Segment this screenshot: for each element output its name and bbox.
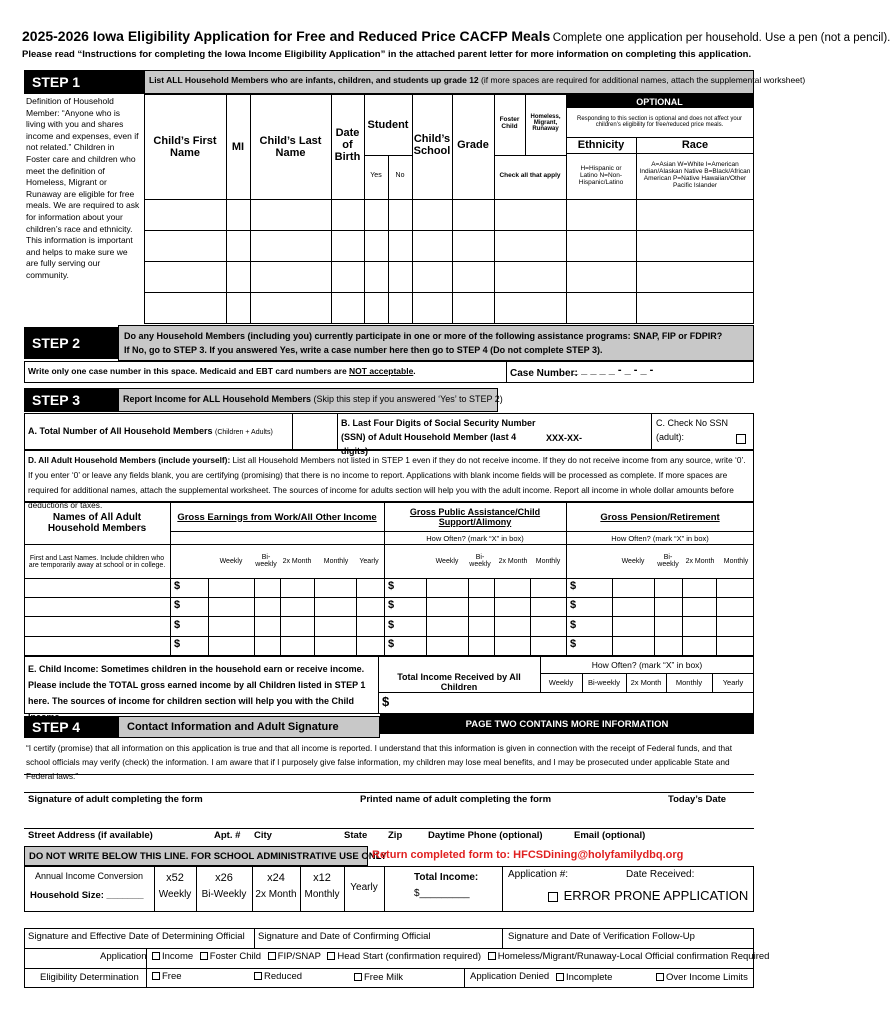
conv-2x-month: 2x Month — [255, 888, 297, 900]
street-label: Street Address (if available) — [28, 830, 153, 841]
step1-label: STEP 1 — [24, 70, 144, 94]
child-freq-monthly[interactable]: Monthly — [675, 677, 703, 687]
step2-instruction: If No, go to STEP 3. If you answered Yes, write a case number here then go to STEP 4 (Do not complete STEP 3). — [124, 345, 603, 355]
child3-first-name-field[interactable] — [145, 262, 225, 291]
application-denied: Application Denied — [470, 971, 550, 982]
email-label: Email (optional) — [574, 830, 646, 841]
child-income-how-often: How Often? (mark “X” in box) — [591, 660, 703, 670]
earnings-freq-weekly: Weekly — [219, 557, 243, 565]
col-student-yes: Yes — [370, 171, 382, 179]
pension-freq-2x-month: 2x Month — [685, 557, 715, 565]
state-label: State — [344, 830, 368, 841]
assistance-dollar-2: $ — [388, 599, 395, 611]
application-number[interactable]: Application #: — [508, 869, 569, 880]
fip-snap-checkbox[interactable] — [268, 952, 276, 960]
assistance-freq-weekly: Weekly — [435, 557, 459, 565]
child2-first-name-field[interactable] — [145, 231, 225, 260]
col-first-name: Child’s First Name — [153, 135, 217, 159]
pension-dollar-3: $ — [570, 619, 577, 631]
case-number-field[interactable]: _ _ _ _ _ - _ - _ - — [572, 364, 654, 376]
sig-verification: Signature and Date of Verification Follow-Up — [508, 931, 695, 942]
total-members-field[interactable] — [293, 414, 336, 449]
conv-x12: x12 — [313, 872, 331, 884]
earnings-dollar-2: $ — [174, 599, 181, 611]
pension-header: Gross Pension/Retirement — [600, 511, 720, 523]
form-title-row — [22, 28, 890, 44]
conv-biweekly: Bi-Weekly — [201, 888, 247, 900]
signature-label: Signature of adult completing the form — [28, 794, 203, 805]
assistance-header — [384, 502, 566, 531]
adult-names-note: First and Last Names. Include children who are temporarily away at school or in college. — [28, 555, 166, 569]
child-income-lead: E. Child Income: Sometimes children in the household earn or receive income. Please include the TOTAL gross earned income by all Children listed in STEP 1 here. The sources of income for children section will help you with the Child — [28, 664, 366, 706]
assistance-dollar-3: $ — [388, 619, 395, 631]
address-field[interactable] — [25, 808, 753, 826]
free-milk-checkbox[interactable] — [354, 973, 362, 981]
conv-x24: x24 — [267, 872, 285, 884]
sig-determining-official: Signature and Effective Date of Determining Official — [28, 931, 245, 942]
opt-over-income: Over Income Limits — [666, 972, 748, 983]
assistance-freq-2x-month: 2x Month — [498, 557, 528, 565]
head-start-checkbox[interactable] — [327, 952, 335, 960]
zip-label: Zip — [388, 830, 403, 841]
sig-confirming-official: Signature and Date of Confirming Official — [258, 931, 431, 942]
no-ssn-checkbox[interactable] — [736, 434, 746, 444]
eligibility-determination-label: Eligibility Determination — [40, 972, 139, 983]
earnings-freq-yearly: Yearly — [359, 557, 379, 565]
adult-members-lead: D. All Adult Household Members (include yourself): — [28, 455, 231, 465]
pension-dollar-4: $ — [570, 638, 577, 650]
earnings-freq-2x-month: 2x Month — [282, 557, 312, 565]
child-freq-weekly[interactable]: Weekly — [548, 677, 574, 687]
over-income-checkbox[interactable] — [656, 973, 664, 981]
denied-over-income[interactable] — [652, 972, 748, 983]
total-income-field[interactable]: $_________ — [414, 888, 470, 899]
step3-label: STEP 3 — [24, 388, 118, 412]
application-options — [148, 951, 769, 962]
admin-banner: DO NOT WRITE BELOW THIS LINE. FOR SCHOOL ADMINISTRATIVE USE ONLY — [24, 846, 368, 866]
homeless-checkbox[interactable] — [488, 952, 496, 960]
opt-free-milk: Free Milk — [364, 972, 404, 983]
adult4-name-field[interactable] — [25, 637, 169, 655]
col-ethnicity: Ethnicity — [577, 139, 625, 151]
col-date-of-birth: Date of Birth — [334, 127, 361, 163]
pension-dollar-1: $ — [570, 580, 577, 592]
eligibility-free-milk[interactable] — [350, 972, 403, 983]
conv-monthly: Monthly — [304, 888, 340, 900]
error-prone-label: ERROR PRONE APPLICATION — [563, 888, 749, 903]
opt-incomplete: Incomplete — [566, 972, 613, 983]
step2-banner — [118, 325, 754, 361]
pension-freq-monthly: Monthly — [723, 557, 749, 565]
date-received[interactable]: Date Received: — [626, 869, 695, 880]
earnings-header: Gross Earnings from Work/All Other Income — [177, 511, 377, 523]
total-members-label: A. Total Number of All Household Members — [28, 426, 213, 436]
child-freq-biweekly[interactable]: Bi-weekly — [587, 677, 621, 687]
step2-label: STEP 2 — [24, 327, 118, 359]
form-instruction: Please read “Instructions for completing the Iowa Income Eligibility Application” in the attached parent letter for more information on completing this application. — [22, 49, 752, 60]
total-members-note: (Children + Adults) — [215, 429, 273, 436]
page-two-note: PAGE TWO CONTAINS MORE INFORMATION — [380, 714, 754, 734]
col-grade: Grade — [457, 139, 489, 151]
step3-banner-note: (Skip this step if you answered ‘Yes’ to STEP 2) — [313, 394, 503, 404]
opt-income: Income — [162, 951, 194, 962]
income-checkbox[interactable] — [152, 952, 160, 960]
child-freq-yearly[interactable]: Yearly — [722, 677, 744, 687]
conv-x26: x26 — [215, 872, 233, 884]
case-note-text: Write only one case number in this space. Medicaid and EBT card numbers are — [28, 366, 350, 376]
opt-foster-child: Foster Child — [209, 951, 262, 962]
assistance-header-text: Gross Public Assistance/Child Support/Alimony — [409, 506, 541, 527]
case-note-emphasis: NOT acceptable — [349, 366, 414, 376]
col-student-no: No — [395, 171, 405, 179]
eligibility-reduced[interactable] — [250, 971, 302, 982]
earnings-freq-monthly: Monthly — [323, 557, 349, 565]
earnings-dollar-4: $ — [174, 638, 181, 650]
earnings-dollar-1: $ — [174, 580, 181, 592]
assistance-how-often: How Often? (mark “X” in box) — [426, 533, 524, 543]
optional-label: OPTIONAL — [566, 95, 753, 108]
adult3-name-field[interactable] — [25, 617, 169, 635]
col-race: Race — [681, 139, 709, 151]
phone-label: Daytime Phone (optional) — [428, 830, 543, 841]
ssn-label: B. Last Four Digits of Social Security Number (SSN) of Adult Household Member (last 4 digits) — [341, 418, 536, 456]
conv-weekly: Weekly — [158, 888, 192, 900]
form-title-note: Complete one application per household. Use a pen (not a pencil). — [552, 32, 890, 44]
col-homeless: Homeless, Migrant, Runaway — [530, 114, 561, 132]
eligibility-free[interactable] — [148, 971, 182, 982]
child-income-dollar: $ — [382, 694, 390, 709]
certification-statement: “I certify (promise) that all information on this application is true and that all income is reported. I understand that this information is given in connection with the receipt of Federal funds, and that school officials may verify (check) the information. I am aware that if I purposely give false information, my children may lose meal benefits, and I may be prosecuted under applicable State and Federal laws.” — [26, 743, 733, 781]
total-household-members — [28, 426, 273, 436]
reduced-checkbox[interactable] — [254, 972, 262, 980]
ssn-field[interactable]: XXX-XX- — [546, 433, 583, 443]
household-member-definition: Definition of Household Member: “Anyone who is living with you and shares income and expenses, even if not related.” Children in Foster care and children who meet the definition of Homeless, Migrant or Runaway are eligible for free meals. We are required to ask for information about your children’s race and ethnicity. This information is important and helps to make sure we are fully serving our community. — [26, 96, 140, 280]
col-foster-child: Foster Child — [499, 116, 520, 130]
case-number-note: Write only one case number in this space. Medicaid and EBT card numbers are NOT acceptable. — [28, 366, 416, 376]
foster-child-checkbox[interactable] — [200, 952, 208, 960]
step1-banner-text: List ALL Household Members who are infants, children, and students up grade 12 — [149, 75, 479, 85]
child-income-total-label: Total Income Received by All Children — [397, 672, 521, 692]
opt-homeless: Homeless/Migrant/Runaway-Local Official confirmation Required — [497, 951, 770, 962]
pension-how-often: How Often? (mark “X” in box) — [611, 533, 709, 543]
form-title: 2025-2026 Iowa Eligibility Application for Free and Reduced Price CACFP Meals — [22, 28, 551, 44]
application-label: Application — [100, 951, 147, 962]
case-number-label: Case Number: — [510, 368, 578, 379]
child-freq-2x-month[interactable]: 2x Month — [630, 677, 662, 687]
apt-label: Apt. # — [214, 830, 241, 841]
child1-first-name-field[interactable] — [145, 200, 225, 229]
adult2-name-field[interactable] — [25, 598, 169, 615]
col-last-name: Child’s Last Name — [259, 135, 322, 159]
pension-freq-biweekly: Bi-weekly — [657, 554, 679, 568]
earnings-dollar-3: $ — [174, 619, 181, 631]
child4-first-name-field[interactable] — [145, 293, 225, 322]
printed-name-label: Printed name of adult completing the form — [360, 794, 552, 805]
step1-banner — [144, 70, 806, 94]
free-checkbox[interactable] — [152, 972, 160, 980]
pension-freq-weekly: Weekly — [621, 557, 645, 565]
household-size[interactable]: Household Size: _______ — [30, 890, 144, 901]
denied-incomplete[interactable] — [552, 972, 612, 983]
step3-banner — [118, 388, 503, 412]
step4-label: STEP 4 — [24, 716, 118, 738]
step2-question: Do any Household Members (including you) currently participate in one or more of the following assistance programs: SNAP, FIP or FDPIR? — [124, 331, 723, 341]
return-form-note: Return completed form to: HFCSDining@holyfamilydbq.org — [372, 849, 684, 861]
adult-names-header: Names of All Adult Household Members — [47, 512, 147, 534]
step4-banner: Contact Information and Adult Signature — [118, 716, 380, 738]
adult1-name-field[interactable] — [25, 579, 169, 596]
assistance-dollar-1: $ — [388, 580, 395, 592]
child-income-amount-field[interactable] — [394, 694, 538, 712]
assistance-freq-biweekly: Bi-weekly — [469, 554, 491, 568]
race-codes: A=Asian W=White I=American Indian/Alaskan Native B=Black/African American P=Native Hawaiian/Other Pacific Islander — [639, 161, 751, 189]
pension-dollar-2: $ — [570, 599, 577, 611]
col-school: Child’s School — [413, 133, 451, 157]
opt-reduced: Reduced — [264, 971, 303, 982]
todays-date-label: Today’s Date — [668, 794, 727, 805]
adult-members-body: List all Household Members not listed in STEP 1 even if they do not receive income. If they do not receive income from any source, write ‘0’. If you enter ‘0’ or leave any fields blank, you are certifying (promising) that there is no income to report. Applications with blank income fields will be processed as complete. If more spaces are required for additional names, attach the supplemental worksheet. The sources of income for adults section will help you with the adult income. Report all income in whole dollar amounts before deductions or taxes. — [28, 455, 746, 510]
no-ssn-label: C. Check No SSN (adult): — [656, 418, 729, 442]
signature-field[interactable] — [25, 775, 753, 791]
city-label: City — [254, 830, 272, 841]
error-prone-checkbox[interactable] — [548, 892, 558, 902]
opt-fip-snap: FIP/SNAP — [277, 951, 321, 962]
col-check-all: Check all that apply — [499, 171, 561, 179]
conv-yearly: Yearly — [350, 881, 378, 893]
annual-income-conversion: Annual Income Conversion — [34, 871, 144, 881]
assistance-dollar-4: $ — [388, 638, 395, 650]
conv-x52: x52 — [166, 872, 184, 884]
step1-banner-note: (if more spaces are required for additional names, attach the supplemental worksheet) — [481, 75, 806, 85]
step3-banner-text: Report Income for ALL Household Members — [123, 394, 312, 404]
opt-free: Free — [162, 971, 182, 982]
error-prone-application[interactable] — [544, 888, 748, 903]
opt-head-start: Head Start (confirmation required) — [337, 951, 482, 962]
col-student: Student — [367, 119, 409, 131]
assistance-freq-monthly: Monthly — [535, 557, 561, 565]
total-income-label: Total Income: — [414, 872, 479, 883]
optional-note: Responding to this section is optional and does not affect your children’s eligibility for free/reduced price meals. — [577, 116, 742, 128]
col-mi: MI — [231, 141, 245, 153]
ethnicity-codes: H=Hispanic or Latino N=Non-Hispanic/Latino — [578, 164, 624, 186]
incomplete-checkbox[interactable] — [556, 973, 564, 981]
earnings-freq-biweekly: Bi-weekly — [255, 554, 277, 568]
